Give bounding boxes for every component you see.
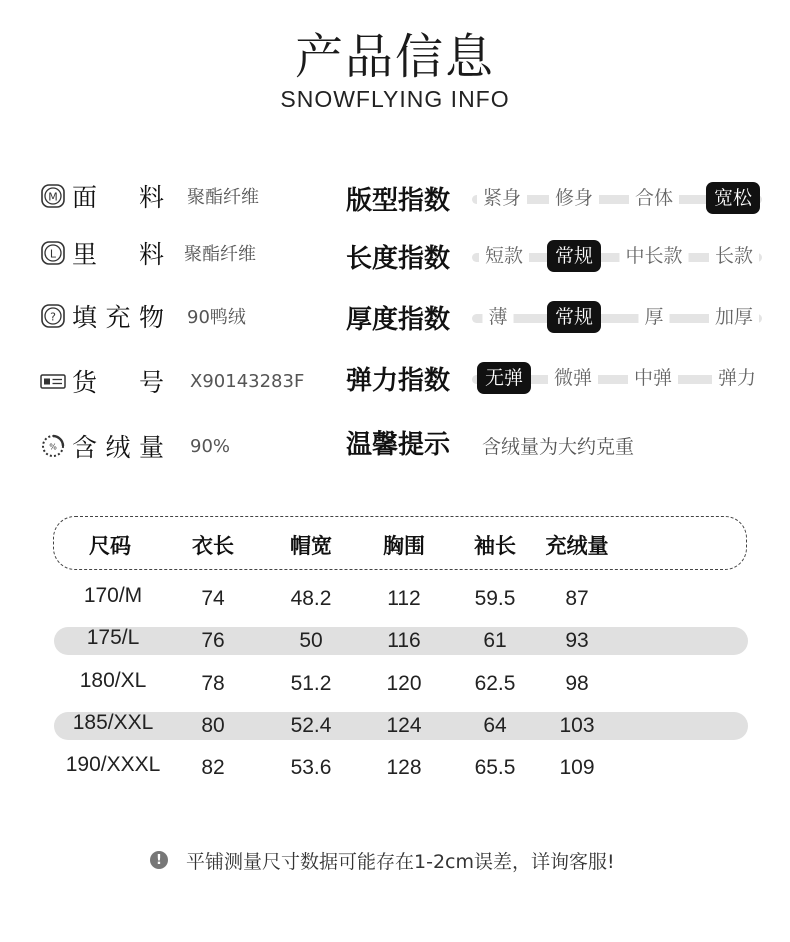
column-header: 尺码 [89, 534, 131, 558]
table-cell: 124 [386, 714, 422, 737]
attribute-item-number [40, 363, 305, 399]
table-cell: 61 [483, 629, 507, 652]
index-name: 长度指数 [346, 244, 451, 274]
attribute-label: 填 充 物 [72, 303, 164, 332]
table-cell: 109 [559, 756, 595, 779]
attribute-value: X90143283F [190, 370, 305, 392]
column-header: 充绒量 [545, 534, 609, 558]
index-option: 合体 [629, 182, 679, 214]
table-cell: 80 [201, 714, 225, 737]
table-cell: 93 [565, 629, 589, 652]
table-cell: 62.5 [474, 672, 516, 695]
size-cell: 185/XXL [72, 711, 154, 734]
index-option-selected: 宽松 [706, 182, 760, 214]
index-option: 微弹 [548, 362, 598, 394]
question-icon [40, 303, 66, 329]
table-cell: 116 [387, 629, 421, 652]
index-name: 弹力指数 [346, 366, 451, 396]
attribute-down-content [40, 428, 231, 464]
index-option-selected: 常规 [547, 240, 601, 272]
index-option: 弹力 [712, 362, 762, 394]
attribute-value: 90% [190, 435, 231, 457]
table-cell: 112 [387, 587, 421, 610]
table-cell: 87 [565, 587, 589, 610]
size-cell: 190/XXXL [65, 753, 161, 776]
table-cell: 52.4 [290, 714, 332, 737]
index-option: 短款 [479, 240, 529, 272]
m-circle-icon [40, 183, 66, 209]
index-option: 修身 [549, 182, 599, 214]
table-cell: 76 [201, 629, 225, 652]
attribute-value: 聚酯纤维 [187, 187, 259, 208]
column-header: 衣长 [192, 534, 234, 558]
attribute-filling [40, 298, 246, 334]
page-subtitle: SNOWFLYING INFO [280, 86, 510, 112]
attribute-fabric [40, 178, 259, 214]
table-cell: 120 [386, 672, 422, 695]
table-cell: 64 [483, 714, 507, 737]
table-cell: 65.5 [474, 756, 516, 779]
attribute-label: 含 绒 量 [72, 433, 164, 462]
attribute-lining [40, 235, 256, 271]
table-cell: 78 [201, 672, 225, 695]
attribute-value: 聚酯纤维 [184, 244, 256, 265]
measurement-note [150, 846, 615, 874]
tip-label: 温馨提示 [346, 430, 451, 460]
size-cell: 180/XL [79, 669, 147, 692]
attribute-value: 90鸭绒 [187, 307, 246, 328]
l-circle-icon [40, 240, 66, 266]
index-option: 长款 [709, 240, 759, 272]
table-cell: 98 [565, 672, 589, 695]
id-card-icon [40, 368, 66, 394]
attribute-label: 货 号 [72, 368, 164, 397]
table-cell: 128 [386, 756, 422, 779]
index-option: 紧身 [477, 182, 527, 214]
svg-text:M: M [48, 190, 58, 204]
table-cell: 53.6 [290, 756, 332, 779]
table-cell: 51.2 [290, 672, 332, 695]
index-option: 厚 [638, 301, 669, 333]
index-option-selected: 无弹 [477, 362, 531, 394]
svg-text:%: % [49, 442, 57, 452]
index-option: 薄 [482, 301, 513, 333]
attribute-label: 里 料 [72, 240, 164, 269]
index-option: 中弹 [628, 362, 678, 394]
index-name: 版型指数 [346, 186, 451, 216]
tip-text: 含绒量为大约克重 [482, 436, 635, 458]
index-option-selected: 常规 [547, 301, 601, 333]
svg-text:L: L [49, 247, 57, 261]
svg-text:?: ? [50, 310, 56, 324]
index-option: 加厚 [709, 301, 759, 333]
table-cell: 82 [201, 756, 225, 779]
column-header: 袖长 [474, 534, 516, 558]
table-cell: 103 [559, 714, 595, 737]
exclamation-icon: ! [150, 851, 168, 869]
index-name: 厚度指数 [346, 305, 451, 335]
table-cell: 74 [201, 587, 225, 610]
attribute-label: 面 料 [72, 183, 164, 212]
size-cell: 175/L [86, 626, 140, 649]
table-cell: 50 [299, 629, 323, 652]
page-title: 产品信息 [294, 29, 495, 85]
table-cell: 59.5 [474, 587, 516, 610]
percent-ring-icon [40, 433, 66, 459]
index-option: 中长款 [619, 240, 688, 272]
size-cell: 170/M [83, 584, 143, 607]
note-text: 平铺测量尺寸数据可能存在1-2cm误差，详询客服! [186, 850, 615, 873]
table-cell: 48.2 [290, 587, 332, 610]
column-header: 帽宽 [290, 534, 332, 558]
column-header: 胸围 [383, 534, 425, 558]
